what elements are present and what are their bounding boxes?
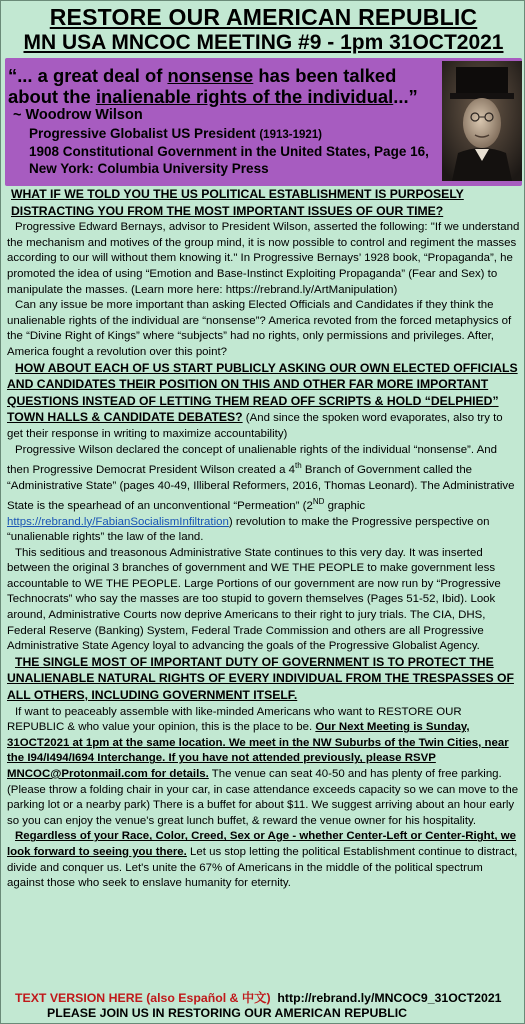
- heading-distracting: WHAT IF WE TOLD YOU THE US POLITICAL ESTABLISHMENT IS PURPOSELY DISTRACTING YOU FROM THE MOST IMPORTANT ISSUES OF OUR TIME?: [11, 187, 464, 218]
- meeting-details: Our Next Meeting is Sunday, 31OCT2021 at 1pm at the same location. We meet in the NW Suburbs of the Twin Cities, near the I94/I494/I694 Interchange. If you have not attended previously, please RSVP MNCOC@Protonmail.com for details.: [7, 721, 509, 780]
- president-title: [29, 126, 322, 143]
- text-version-label: TEXT VERSION HERE (also Español & 中文): [15, 991, 271, 1005]
- meeting-intro: If want to peaceably assemble with like-minded Americans who want to RESTORE OUR REPUBLIC & who value your opinion, this is the place to be.: [7, 705, 462, 734]
- text-version-url[interactable]: http://rebrand.ly/MNCOC9_31OCT2021: [277, 991, 502, 1005]
- quote-close: ...”: [393, 86, 418, 107]
- paragraph-bernays: Progressive Edward Bernays, advisor to President Wilson, asserted the following: "If we understand the mechanism and motives of the group mind, it is now possible to control and regiment the masses according to our will without them knowing it." In Progressive Bernays’ 1928 book, “Propaganda”, he promoted the idea of using “Emotion and Base-Instinct Exploiting Propaganda” (Fear and Sex) to manipulate the masses. (Learn more here: https://rebrand.ly/ArtManipulation): [7, 221, 520, 296]
- quote-word-rights: inalienable rights of the individual: [95, 86, 394, 107]
- quote-attribution: ~ Woodrow Wilson: [13, 107, 143, 123]
- unite-text: Let us stop letting the political Establishment continue to distract, divide and conquer us. Let's unite the 67% of Americans in the middle of the political spectrum against those who seek to enslave humanity for eternity.: [7, 845, 518, 890]
- superscript-nd: ND: [312, 497, 325, 507]
- paragraph-administrative-state: [7, 443, 521, 546]
- footer-join: PLEASE JOIN US IN RESTORING OUR AMERICAN REPUBLIC: [47, 1006, 408, 1020]
- quote-mid: has been talked about the: [8, 65, 397, 107]
- superscript-th: th: [294, 461, 302, 471]
- paragraph-seditious: This seditious and treasonous Administrative State continues to this very day. It was inserted between the original 3 branches of government and WE THE PEOPLE to make government less accountable to WE THE PEOPLE. Large Portions of our government are now run by “Progressive Technocrats” who say the masses are too stupid to govern themselves (Pages 51-52, Ibid). Look around, Administrative Courts now deprive Americans to their right to jury trials. The CIA, DHS, Federal Reserve (Banking) System, Federal Trade Commission and others are all Progressive Administrative State Agency loyal to advancing the goals of the Progressive Globalist Agency.: [7, 546, 501, 653]
- paragraph-unite: [7, 829, 521, 891]
- paragraph-nonsense: Can any issue be more important than asking Elected Officials and Candidates if they think the unalienable rights of the individual are “nonsense”? America revoted from the forced metaphysics of the “Divine Right of Kings” where “subjects” had no rights, only permissions and privileges. After, America fought a revolution over this point?: [7, 299, 512, 358]
- heading-ask-officials: HOW ABOUT EACH OF US START PUBLICLY ASKING OUR OWN ELECTED OFFICIALS AND CANDIDATES THEIR POSITION ON THIS AND OTHER FAR MORE IMPORTANT QUESTIONS INSTEAD OF LETTING THEM READ OFF SCRIPTS & HOLD “DELPHIED” TOWN HALLS & CANDIDATE DEBATES?: [7, 360, 518, 425]
- meeting-venue: The venue can seat 40-50 and has plenty of free parking. (Please throw a folding chair in your car, in case attendance exceeds capacity so we can move to the parking lot or a nearby park) There is a buffet for about $11. We suggest arriving about an hour early so you can enjoy the venue's great lunch buffet, & reward the venue owner for his hospitality.: [7, 768, 519, 827]
- admin-state-text-a: Progressive Wilson declared the concept of unalienable rights of the individual “nonsense”. And then Progressive Democrat President Wilson created a 4: [7, 443, 497, 476]
- paragraph-next-meeting: [7, 705, 521, 830]
- title-line-1: RESTORE OUR AMERICAN REPUBLIC: [49, 4, 478, 30]
- heading-duty-of-government: THE SINGLE MOST OF IMPORTANT DUTY OF GOVERNMENT IS TO PROTECT THE UNALIENABLE NATURAL RIGHTS OF EVERY INDIVIDUAL FROM THE TRESPASSES OF ALL OTHERS, INCLUDING GOVERNMENT ITSELF.: [7, 654, 514, 703]
- president-position: Progressive Globalist US President: [29, 126, 260, 141]
- quote-open: “... a great deal of: [8, 65, 168, 86]
- admin-state-text-b: Branch of Government called the “Administrative State” (pages 40-49, Illiberal Reformers, 2016, Thomas Leonard). The Administrative State is the spearhead of an unconventional “Permeation” (2: [7, 463, 515, 512]
- title-line-2: MN USA MNCOC MEETING #9 - 1pm 31OCT2021: [23, 31, 504, 54]
- paragraph-ask-officials: [7, 361, 521, 443]
- admin-state-text-d: ) revolution to make the Progressive perspective on “unalienable rights” the law of the land.: [7, 515, 490, 544]
- quote-word-nonsense: nonsense: [167, 65, 254, 86]
- wilson-quote: [8, 65, 438, 107]
- regardless-statement: Regardless of your Race, Color, Creed, Sex or Age - whether Center-Left or Center-Right, we look forward to seeing you there.: [7, 830, 517, 858]
- president-years: (1913-1921): [259, 129, 322, 141]
- fabian-socialism-link[interactable]: https://rebrand.ly/FabianSocialismInfiltration: [7, 515, 229, 528]
- book-citation: 1908 Constitutional Government in the United States, Page 16, New York: Columbia University Press: [29, 144, 429, 176]
- woodrow-wilson-portrait: [442, 61, 522, 181]
- admin-state-text-c: graphic: [324, 499, 366, 512]
- footer-text-version: [15, 988, 502, 1006]
- article-body: [7, 187, 521, 892]
- ask-officials-tail: (And since the spoken word evaporates, also try to get their response in writing to maximize accountability): [7, 412, 503, 440]
